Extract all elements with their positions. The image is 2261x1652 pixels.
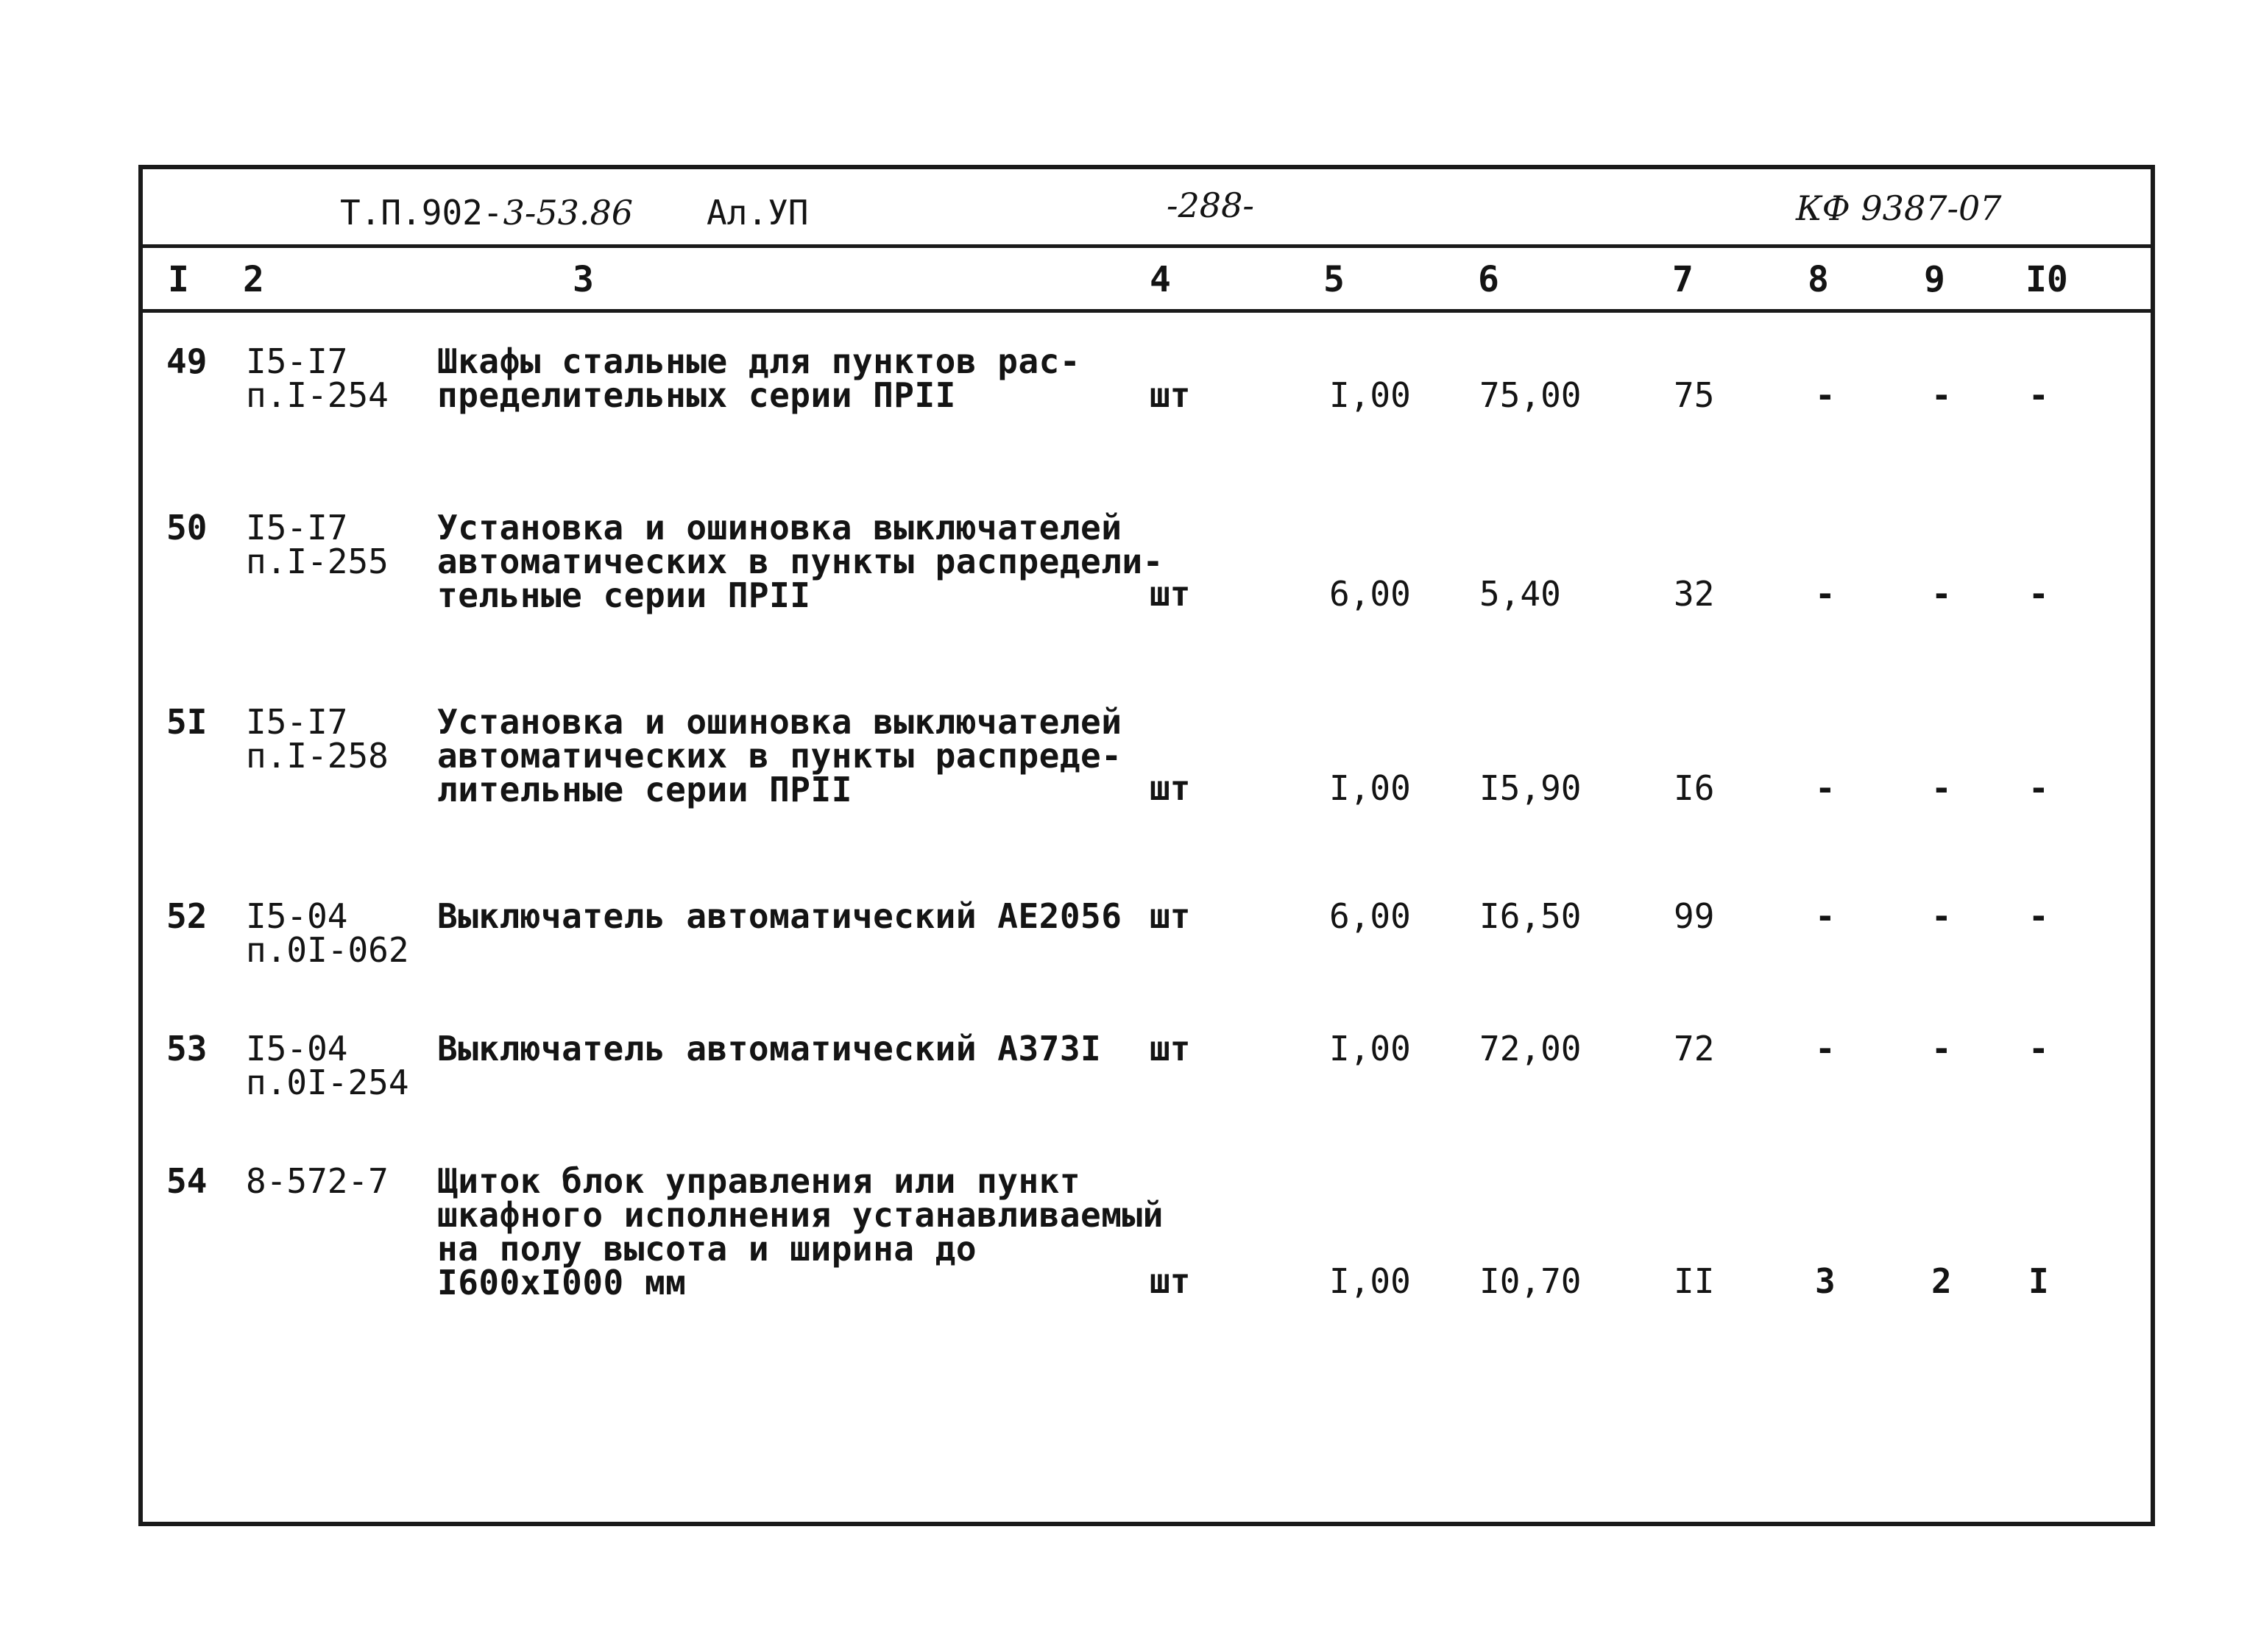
row-code: I5-I7 п.I-258 [246,702,389,776]
column-number-3: 3 [573,259,594,300]
row-code: I5-04 п.0I-254 [246,1029,409,1102]
album-label: Ал.УП [707,193,809,233]
row-unit: шт [1150,896,1191,936]
row-col10: - [2028,896,2049,936]
row-unit: шт [1150,1261,1191,1301]
row-col8: 3 [1815,1261,1836,1301]
row-col8: - [1815,574,1836,614]
row-number: 53 [166,1029,208,1068]
row-description: Щиток блок управления или пункт шкафного исполнения устанавливаемый на полу высота и ширина до I600xI000 мм [437,1161,1164,1302]
row-description: Шкафы стальные для пунктов рас- пределительных серии ПРII [437,341,1081,415]
row-unit: шт [1150,768,1191,808]
row-col9: - [1931,768,1952,808]
row-description: Выключатель автоматический А373I [437,1029,1102,1068]
row-code: 8-572-7 [246,1161,389,1201]
row-total: II [1674,1261,1715,1301]
row-quantity: 6,00 [1329,574,1411,614]
row-description: Установка и ошиновка выключателей автоматических в пункты распреде- лительные серии ПРII [437,702,1122,809]
row-unit: шт [1150,574,1191,614]
row-number: 49 [166,341,208,381]
column-number-4: 4 [1150,259,1171,300]
row-col8: - [1815,1029,1836,1068]
row-price: 72,00 [1479,1029,1582,1068]
row-col10: - [2028,768,2049,808]
row-col10: - [2028,574,2049,614]
row-quantity: 6,00 [1329,896,1411,936]
row-price: I0,70 [1479,1261,1582,1301]
row-quantity: I,00 [1329,375,1411,415]
row-code: I5-04 п.0I-062 [246,896,409,970]
row-col9: - [1931,1029,1952,1068]
row-col9: - [1931,574,1952,614]
column-number-9: 9 [1924,259,1945,300]
document-code: КФ 9387-07 [1796,188,2002,228]
row-total: 75 [1674,375,1715,415]
row-price: 75,00 [1479,375,1582,415]
row-col9: 2 [1931,1261,1952,1301]
row-unit: шт [1150,1029,1191,1068]
row-number: 54 [166,1161,208,1201]
row-quantity: I,00 [1329,1261,1411,1301]
project-code-handwritten: 3-53.86 [503,193,634,233]
row-total: 99 [1674,896,1715,936]
row-total: 72 [1674,1029,1715,1068]
row-col9: - [1931,896,1952,936]
row-price: I6,50 [1479,896,1582,936]
row-col10: - [2028,1029,2049,1068]
column-number-5: 5 [1323,259,1345,300]
row-col8: - [1815,375,1836,415]
header-divider [138,244,2155,248]
row-description: Установка и ошиновка выключателей автоматических в пункты распредели- тельные серии ПРII [437,508,1164,615]
column-number-2: 2 [243,259,264,300]
row-price: I5,90 [1479,768,1582,808]
row-code: I5-I7 п.I-254 [246,341,389,415]
column-number-8: 8 [1808,259,1829,300]
column-number-6: 6 [1478,259,1499,300]
row-col9: - [1931,375,1952,415]
row-col10: I [2028,1261,2049,1301]
column-number-1: I [168,259,189,300]
row-quantity: I,00 [1329,768,1411,808]
row-quantity: I,00 [1329,1029,1411,1068]
row-unit: шт [1150,375,1191,415]
row-number: 50 [166,508,208,547]
row-col8: - [1815,768,1836,808]
row-col10: - [2028,375,2049,415]
row-number: 5I [166,702,208,742]
row-col8: - [1815,896,1836,936]
row-total: I6 [1674,768,1715,808]
row-number: 52 [166,896,208,936]
row-price: 5,40 [1479,574,1561,614]
row-description: Выключатель автоматический АЕ2056 [437,896,1122,936]
project-code: Т.П.902-3-53.86 [340,193,634,233]
column-number-7: 7 [1672,259,1694,300]
row-total: 32 [1674,574,1715,614]
page-number: -288- [1167,185,1254,225]
row-code: I5-I7 п.I-255 [246,508,389,581]
column-header-divider [138,309,2155,313]
column-number-10: I0 [2025,259,2068,300]
